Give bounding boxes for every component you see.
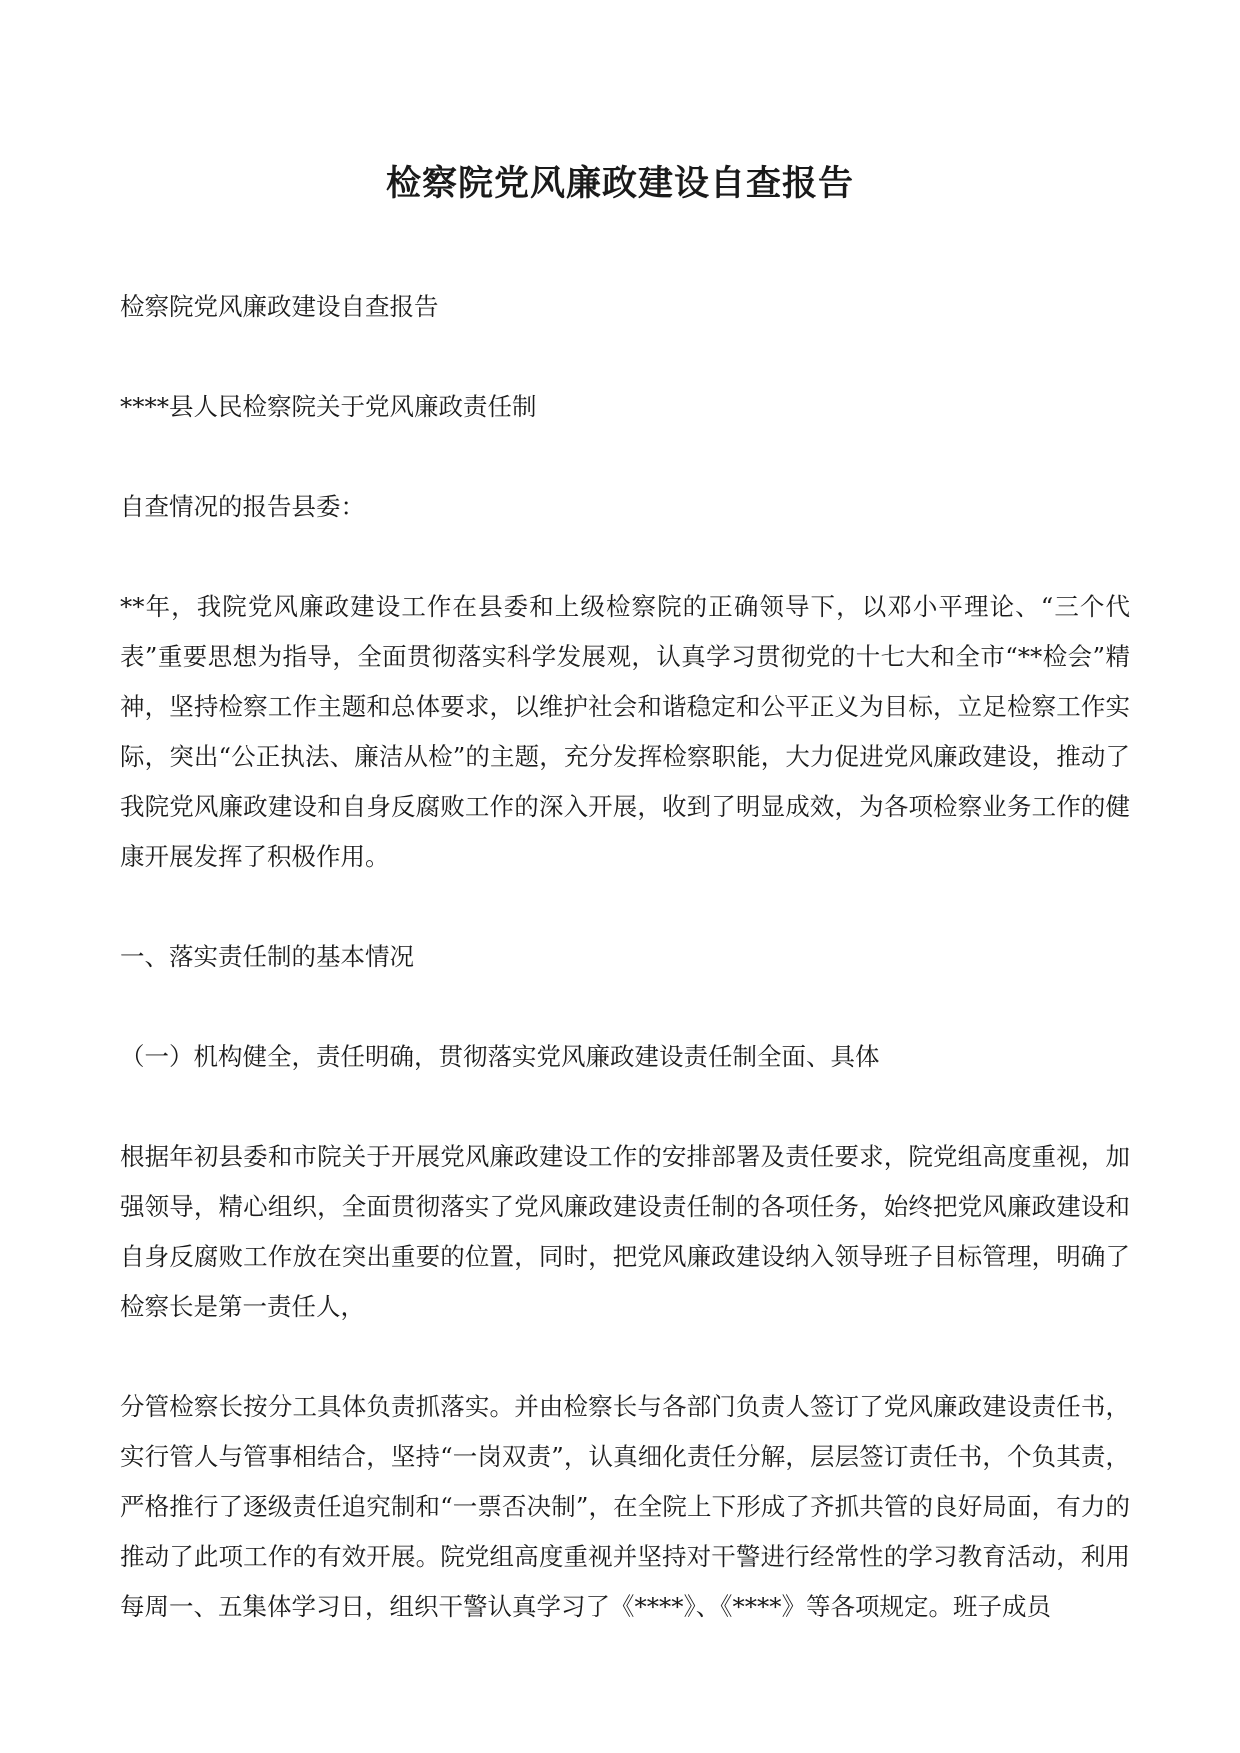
document-body xyxy=(120,282,1130,1682)
paragraph-intro: **年，我院党风廉政建设工作在县委和上级检察院的正确领导下，以邓小平理论、“三个代表”重要思想为指导，全面贯彻落实科学发展观，认真学习贯彻党的十七大和全市“**检会”精神，坚持检察工作主题和总体要求，以维护社会和谐稳定和公平正义为目标，立足检察工作实际，突出“公正执法、廉洁从检”的主题，充分发挥检察职能，大力促进党风廉政建设，推动了我院党风廉政建设和自身反腐败工作的深入开展，收到了明显成效，为各项检察业务工作的健康开展发挥了积极作用。 xyxy=(120,592,1130,871)
paragraph-addressee: 自查情况的报告县委： xyxy=(120,492,365,521)
paragraph-body: 根据年初县委和市院关于开展党风廉政建设工作的安排部署及责任要求，院党组高度重视，加强领导，精心组织，全面贯彻落实了党风廉政建设责任制的各项任务，始终把党风廉政建设和自身反腐败工作放在突出重要的位置，同时，把党风廉政建设纳入领导班子目标管理，明确了检察长是第一责任人， xyxy=(120,1142,1130,1321)
section-heading: 一、落实责任制的基本情况 xyxy=(120,942,414,971)
document-title: 检察院党风廉政建设自查报告 xyxy=(385,163,854,204)
subsection-heading: （一）机构健全，责任明确，贯彻落实党风廉政建设责任制全面、具体 xyxy=(120,1042,880,1071)
paragraph-heading-line: ****县人民检察院关于党风廉政责任制 xyxy=(120,392,537,421)
paragraph-body: 分管检察长按分工具体负责抓落实。并由检察长与各部门负责人签订了党风廉政建设责任书，实行管人与管事相结合，坚持“一岗双责”，认真细化责任分解，层层签订责任书，个负其责，严格推行了逐级责任追究制和“一票否决制”，在全院上下形成了齐抓共管的良好局面，有力的推动了此项工作的有效开展。院党组高度重视并坚持对干警进行经常性的学习教育活动，利用每周一、五集体学习日，组织干警认真学习了《****》、《****》等各项规定。班子成员 xyxy=(120,1392,1130,1621)
paragraph-subtitle: 检察院党风廉政建设自查报告 xyxy=(120,292,439,321)
